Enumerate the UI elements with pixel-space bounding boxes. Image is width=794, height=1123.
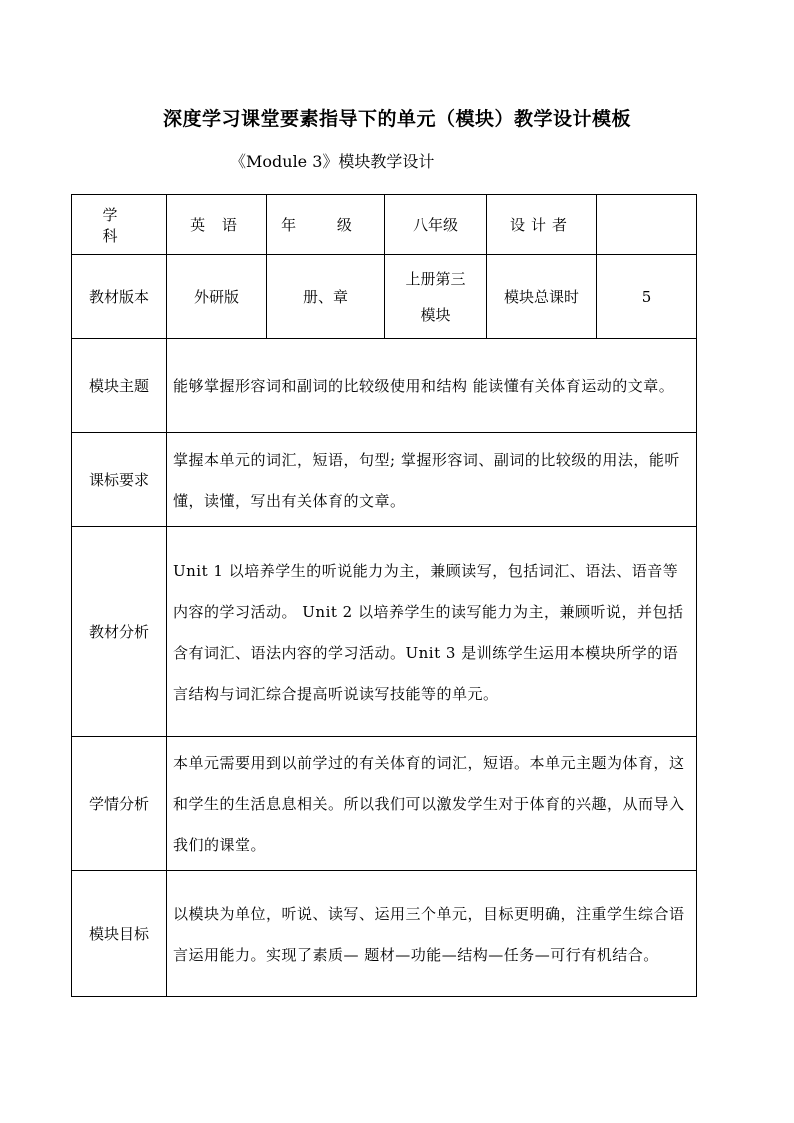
designer-value — [597, 195, 697, 255]
section-text: 掌握本单元的词汇，短语，句型; 掌握形容词、副词的比较级的用法，能听懂，读懂，写出有关体育的文章。 — [167, 433, 697, 527]
hours-label: 模块总课时 — [487, 255, 597, 339]
edition-value: 外研版 — [167, 255, 267, 339]
section-row-standards — [72, 433, 697, 527]
volume-value: 上册第三模块 — [385, 255, 487, 339]
document-title: 深度学习课堂要素指导下的单元（模块）教学设计模板 — [162, 108, 631, 130]
grade-value: 八年级 — [385, 195, 487, 255]
design-table — [71, 194, 697, 997]
section-text: 以模块为单位，听说、读写、运用三个单元，目标更明确，注重学生综合语言运用能力。实现了素质— 题材—功能—结构—任务—可行有机结合。 — [167, 871, 697, 997]
designer-label: 设计者 — [487, 195, 597, 255]
section-row-learner-analysis — [72, 737, 697, 871]
section-row-material-analysis — [72, 527, 697, 737]
section-text: 能够掌握形容词和副词的比较级使用和结构 能读懂有关体育运动的文章。 — [167, 339, 697, 433]
section-text: Unit 1 以培养学生的听说能力为主，兼顾读写，包括词汇、语法、语音等内容的学习活动。 Unit 2 以培养学生的读写能力为主，兼顾听说，并包括含有词汇、语法内容的学习活动。Unit 3 是训练学生运用本模块所学的语言结构与词汇综合提高听说读写技能等的单元。 — [167, 527, 697, 737]
grade-label: 年 级 — [267, 195, 385, 255]
section-row-objectives — [72, 871, 697, 997]
section-text: 本单元需要用到以前学过的有关体育的词汇，短语。本单元主题为体育，这和学生的生活息息相关。所以我们可以激发学生对于体育的兴趣，从而导入我们的课堂。 — [167, 737, 697, 871]
section-label: 课标要求 — [72, 433, 167, 527]
subject-value: 英 语 — [167, 195, 267, 255]
edition-row — [72, 255, 697, 339]
volume-label: 册、章 — [267, 255, 385, 339]
section-row-theme — [72, 339, 697, 433]
header-row — [72, 195, 697, 255]
edition-label: 教材版本 — [72, 255, 167, 339]
section-label: 模块目标 — [72, 871, 167, 997]
section-label: 模块主题 — [72, 339, 167, 433]
hours-value: 5 — [597, 255, 697, 339]
document-subtitle: 《Module 3》模块教学设计 — [230, 152, 435, 171]
subject-label: 学 科 — [72, 195, 167, 255]
section-label: 学情分析 — [72, 737, 167, 871]
section-label: 教材分析 — [72, 527, 167, 737]
